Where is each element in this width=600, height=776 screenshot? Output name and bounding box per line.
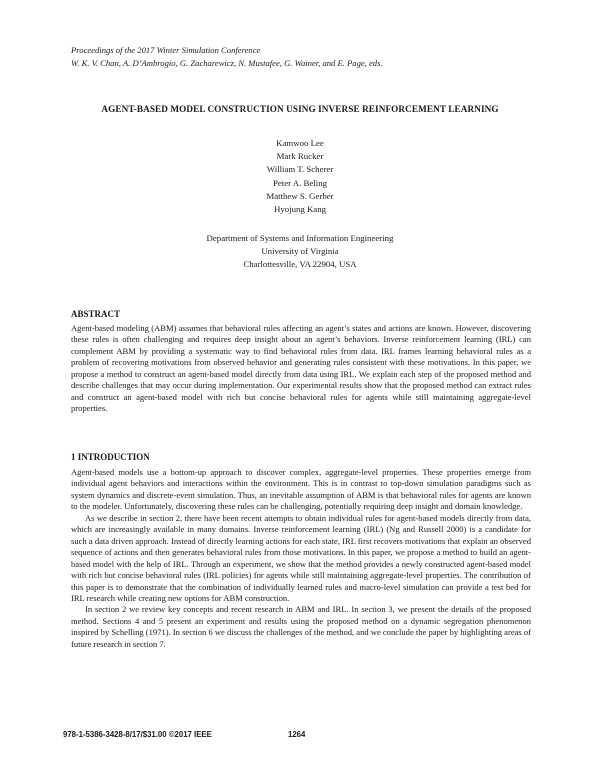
copyright-isbn: 978-1-5386-3428-8/17/$31.00 ©2017 IEEE — [63, 730, 212, 739]
paper-title: AGENT-BASED MODEL CONSTRUCTION USING INVERSE REINFORCEMENT LEARNING — [101, 104, 499, 114]
abstract-heading: ABSTRACT — [71, 309, 121, 319]
conference-name: Proceedings of the 2017 Winter Simulation Conference — [71, 45, 261, 55]
author-name: William T. Scherer — [266, 164, 334, 175]
author-name: Mark Rucker — [276, 151, 324, 162]
affiliation-university: University of Virginia — [261, 246, 339, 257]
author-name: Hyojung Kang — [273, 204, 327, 215]
conference-header — [71, 44, 551, 70]
introduction-body — [71, 467, 531, 650]
page-number: 1264 — [288, 730, 306, 739]
introduction-paragraph: As we describe in section 2, there have been recent attempts to obtain individual rules for agent-based models directly from data, which are increasingly available in many domains. Inverse reinforcement learning (IRL) (Ng and Russell 2000) is a candidate for such a data driven approach. Instead of directly learning actions for each state, IRL first recovers motivations that explain an observed sequence of actions and then generates behavioral rules from those motivations. In this paper, we propose a method to build an agent-based model with the help of IRL. Through an experiment, we show that the method provides a newly constructed agent-based model with rich but concise behavioral rules (IRL policies) for agents while still maintaining aggregate-level properties. The contribution of this paper is to demonstrate that the combination of individually learned rules and macro-level simulation can provide a test bed for IRL research while creating new options for ABM construction. — [71, 512, 531, 603]
abstract-text — [71, 323, 531, 415]
author-name: Peter A. Beling — [273, 177, 327, 188]
author-name: Matthew S. Gerber — [266, 190, 334, 201]
author-name: Kamwoo Lee — [276, 138, 324, 148]
introduction-paragraph: In section 2 we review key concepts and recent research in ABM and IRL. In section 3, we present the details of the proposed method. Sections 4 and 5 present an experiment and results using the proposed method on a dynamic segregation phenomenon inspired by Schelling (1971). In section 6 we discuss the challenges of the method, and we conclude the paper by highlighting areas of future research in section 7. — [71, 604, 531, 649]
author-list — [160, 137, 440, 216]
introduction-heading: 1 INTRODUCTION — [71, 452, 150, 462]
abstract-paragraph: Agent-based modeling (ABM) assumes that behavioral rules affecting an agent’s states and actions are known. However, discovering these rules is often challenging and requires deep insight about an agent’s behaviors. Inverse reinforcement learning (IRL) can complement ABM by providing a systematic way to find behavioral rules from data. IRL frames learning behavioral rules as a problem of recovering motivations from observed behavior and generating rules consistent with these motivations. In this paper, we propose a method to construct an agent-based model directly from data using IRL. We explain each step of the proposed method and describe challenges that may occur during implementation. Our experimental results show that the proposed method can extract rules and construct an agent-based model with rich but concise behavioral rules for agents while still maintaining aggregate-level properties. — [71, 323, 531, 414]
affiliation-department: Department of Systems and Information Engineering — [206, 233, 394, 243]
introduction-paragraph: Agent-based models use a bottom-up approach to discover complex, aggregate-level properties. These properties emerge from individual agent behaviors and interactions within the environment. This is in contrast to top-down simulation paradigms such as system dynamics and discrete-event simulation. Thus, an inevitable assumption of ABM is that behavioral rules for agents are known to the modeler. Unfortunately, discovering these rules can be challenging, potentially requiring deep insight and domain knowledge. — [71, 467, 531, 512]
conference-editors: W. K. V. Chan, A. D’Ambrogio, G. Zacharewicz, N. Mustafee, G. Wainer, and E. Page, eds. — [71, 58, 383, 68]
affiliation-location: Charlottesville, VA 22904, USA — [243, 259, 357, 270]
affiliation — [130, 232, 470, 272]
